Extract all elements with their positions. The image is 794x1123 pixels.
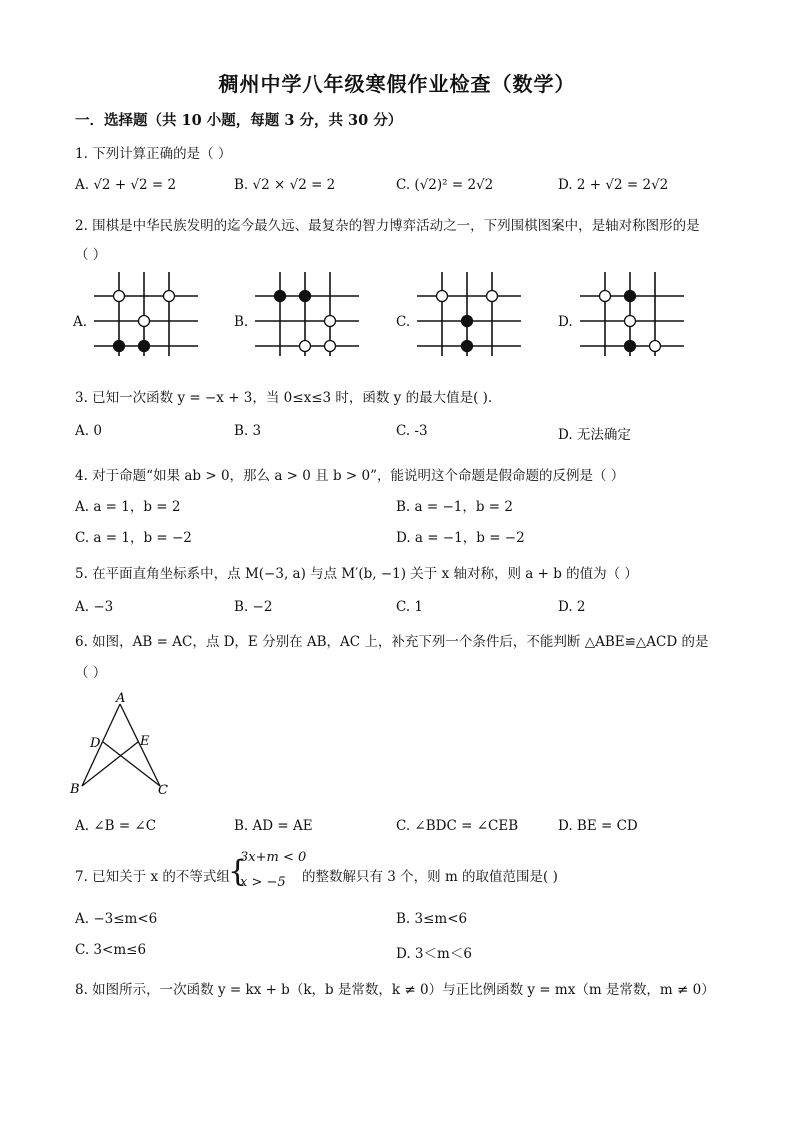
label-b: B — [70, 782, 80, 797]
q7-option-b: B. 3≤m<6 — [396, 911, 468, 927]
system-brace: { — [228, 854, 248, 889]
q1-option-d: D. 2 + √2 = 2√2 — [558, 177, 669, 193]
q6-option-a: A. ∠B = ∠C — [75, 818, 157, 834]
q1-option-a: A. √2 + √2 = 2 — [75, 177, 177, 193]
go-board-d — [576, 268, 688, 358]
q7-system-line2: x > −5 — [240, 875, 286, 890]
q3-option-d: D. 无法确定 — [558, 427, 631, 443]
q5-stem: 5. 在平面直角坐标系中，点 M(−3, a) 与点 M′(b, −1) 关于 x 轴对称，则 a + b 的值为（ ） — [75, 566, 638, 582]
q7-system-line1: 3x+m < 0 — [240, 850, 307, 865]
q7-option-d: D. 3＜m＜6 — [396, 946, 472, 962]
q7-option-a: A. −3≤m<6 — [75, 911, 158, 927]
q7-option-c: C. 3<m≤6 — [75, 942, 147, 958]
q4-stem: 4. 对于命题“如果 ab > 0，那么 a > 0 且 b > 0”，能说明这个命题是假命题的反例是（ ） — [75, 468, 625, 484]
q2-stem-line1: 2. 围棋是中华民族发明的迄今最久远、最复杂的智力博弈活动之一，下列围棋图案中，是轴对称图形的是 — [75, 218, 700, 234]
q4-option-a: A. a = 1，b = 2 — [75, 499, 181, 515]
q1-option-c: C. (√2)² = 2√2 — [396, 177, 494, 193]
q2-label-a: A. — [73, 314, 88, 330]
q4-option-b: B. a = −1，b = 2 — [396, 499, 513, 515]
label-d: D — [90, 736, 101, 751]
go-board-a — [90, 268, 202, 358]
q2-stem-line2: （ ） — [75, 247, 107, 263]
q4-option-c: C. a = 1，b = −2 — [75, 530, 192, 546]
q3-option-a: A. 0 — [75, 423, 102, 439]
section-heading: 一．选择题（共 10 小题，每题 3 分，共 30 分） — [75, 112, 403, 129]
q6-option-b: B. AD = AE — [234, 818, 313, 834]
q5-option-d: D. 2 — [558, 599, 586, 615]
q5-option-a: A. −3 — [75, 599, 114, 615]
q4-option-d: D. a = −1，b = −2 — [396, 530, 525, 546]
q3-option-c: C. -3 — [396, 423, 428, 439]
label-c: C — [158, 783, 168, 798]
q2-label-b: B. — [234, 314, 249, 330]
q7-stem-pre: 7. 已知关于 x 的不等式组 — [75, 869, 230, 885]
q6-option-c: C. ∠BDC = ∠CEB — [396, 818, 519, 834]
go-board-c — [413, 268, 525, 358]
q3-stem: 3. 已知一次函数 y = −x + 3，当 0≤x≤3 时，函数 y 的最大值是( ). — [75, 390, 493, 406]
triangle-figure — [66, 690, 178, 802]
q3-option-b: B. 3 — [234, 423, 262, 439]
q1-option-b: B. √2 × √2 = 2 — [234, 177, 336, 193]
q6-option-d: D. BE = CD — [558, 818, 638, 834]
q7-stem-post: 的整数解只有 3 个，则 m 的取值范围是( ) — [302, 869, 558, 885]
q1-stem: 1. 下列计算正确的是（ ） — [75, 146, 232, 162]
q8-stem: 8. 如图所示，一次函数 y = kx + b（k，b 是常数，k ≠ 0）与正比例函数 y = mx（m 是常数，m ≠ 0） — [75, 982, 715, 998]
label-e: E — [140, 734, 150, 749]
q6-stem-line2: （ ） — [75, 665, 107, 681]
go-board-b — [251, 268, 363, 358]
q5-option-b: B. −2 — [234, 599, 273, 615]
q5-option-c: C. 1 — [396, 599, 424, 615]
q2-label-d: D. — [558, 314, 573, 330]
label-a: A — [116, 691, 126, 706]
page-title: 稠州中学八年级寒假作业检查（数学） — [218, 72, 576, 96]
q6-stem-line1: 6. 如图，AB = AC，点 D，E 分别在 AB，AC 上，补充下列一个条件后，不能判断 △ABE≌△ACD 的是 — [75, 634, 709, 650]
q2-label-c: C. — [396, 314, 411, 330]
